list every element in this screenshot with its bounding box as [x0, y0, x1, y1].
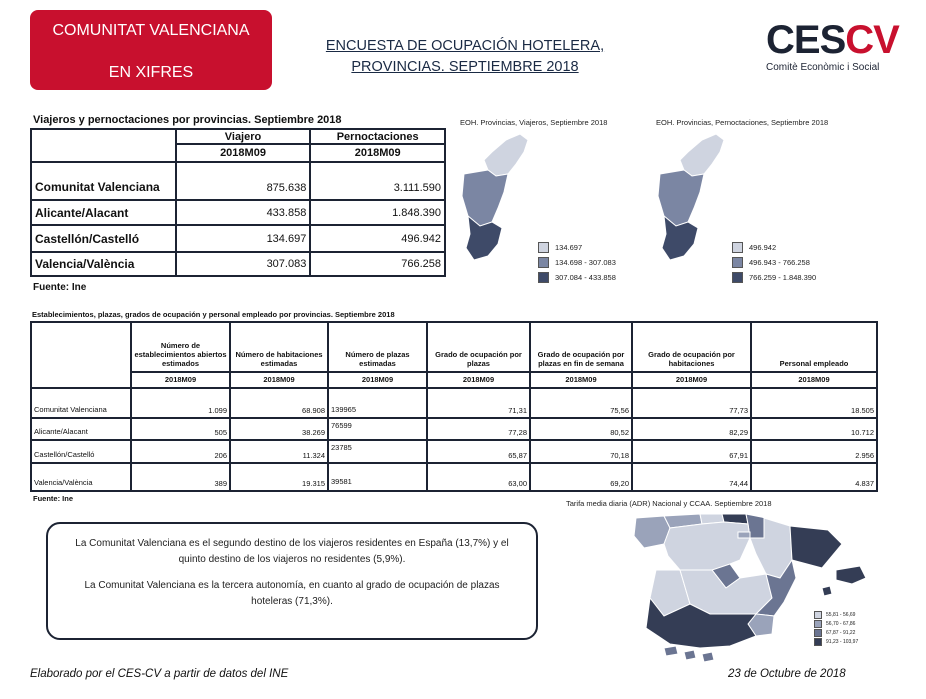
cell-plazas: 76599	[328, 418, 427, 440]
cell-establecimientos: 1.099	[131, 388, 230, 418]
col-header-pernoctaciones: Pernoctaciones	[310, 129, 445, 144]
castilla-leon-region	[664, 522, 750, 572]
cell-plazas: 23785	[328, 440, 427, 463]
table-row	[31, 418, 877, 440]
cataluna-region	[790, 526, 842, 568]
cell-personal: 18.505	[751, 388, 877, 418]
cell-ocupacion-plazas: 77,28	[427, 418, 530, 440]
col-header-viajeros: Viajero	[176, 129, 311, 144]
cell-establecimientos: 206	[131, 440, 230, 463]
map1-title: EOH. Provincias, Viajeros, Septiembre 2018	[460, 118, 608, 127]
period-header: 2018M09	[230, 372, 328, 388]
cell-pernoctaciones: 496.942	[310, 225, 445, 252]
cell-ocupacion-plazas: 65,87	[427, 440, 530, 463]
legend-swatch	[538, 242, 549, 253]
table1-source: Fuente: Ine	[33, 282, 87, 293]
cell-personal: 2.956	[751, 440, 877, 463]
legend-swatch	[538, 257, 549, 268]
cell-ocupacion-habitaciones: 67,91	[632, 440, 751, 463]
establishments-table	[30, 321, 878, 492]
legend-item	[538, 270, 616, 285]
cell-establecimientos: 389	[131, 463, 230, 491]
row-label: Alicante/Alacant	[31, 200, 176, 225]
map2-title: EOH. Provincias, Pernoctaciones, Septiembre 2018	[656, 118, 829, 127]
col-header: Número de habitaciones estimadas	[230, 322, 328, 372]
period-header: 2018M09	[328, 372, 427, 388]
table-row	[31, 463, 877, 491]
document-title	[300, 36, 630, 78]
cell-habitaciones: 11.324	[230, 440, 328, 463]
cell-habitaciones: 38.269	[230, 418, 328, 440]
legend-swatch	[732, 272, 743, 283]
cell-viajeros: 307.083	[176, 252, 311, 276]
table1-title: Viajeros y pernoctaciones por provincias. Septiembre 2018	[33, 114, 342, 126]
cell-ocupacion-finde: 80,52	[530, 418, 632, 440]
badge-line1: COMUNITAT VALENCIANA	[52, 22, 250, 39]
cell-ocupacion-plazas: 63,00	[427, 463, 530, 491]
row-label: Comunitat Valenciana	[31, 162, 176, 200]
row-label: Castellón/Castelló	[31, 440, 131, 463]
baleares-region	[822, 566, 866, 596]
legend-item	[732, 240, 816, 255]
legend-item	[538, 240, 616, 255]
cell-ocupacion-habitaciones: 82,29	[632, 418, 751, 440]
period-header: 2018M09	[131, 372, 230, 388]
table1-corner	[31, 129, 176, 162]
legend-label: 55,81 - 56,69	[826, 611, 856, 618]
map-viajeros	[458, 130, 548, 270]
cell-habitaciones: 19.315	[230, 463, 328, 491]
col-header: Grado de ocupación por habitaciones	[632, 322, 751, 372]
table-row	[31, 388, 877, 418]
period-header: 2018M09	[176, 144, 311, 162]
map2-legend	[732, 240, 816, 285]
logo-accent: CV	[845, 18, 899, 62]
table-row	[31, 200, 445, 225]
title-line2: PROVINCIAS. SEPTIEMBRE 2018	[351, 59, 579, 75]
badge-line2: EN XIFRES	[108, 64, 194, 81]
legend-item	[814, 628, 858, 637]
legend-swatch	[538, 272, 549, 283]
cell-ocupacion-habitaciones: 74,44	[632, 463, 751, 491]
legend-label: 496.943 - 766.258	[749, 258, 810, 267]
table2-source: Fuente: Ine	[33, 494, 74, 503]
castellon-region	[484, 134, 528, 176]
legend-item	[814, 610, 858, 619]
cell-viajeros: 875.638	[176, 162, 311, 200]
legend-label: 134.698 - 307.083	[555, 258, 616, 267]
legend-item	[814, 637, 858, 646]
title-line1: ENCUESTA DE OCUPACIÓN HOTELERA,	[325, 38, 605, 54]
cell-viajeros: 433.858	[176, 200, 311, 225]
highlight-paragraph: La Comunitat Valenciana es la tercera autonomía, en cuanto al grado de ocupación de plazas hoteleras (71,3%).	[84, 580, 500, 607]
period-header: 2018M09	[427, 372, 530, 388]
cell-habitaciones: 68.908	[230, 388, 328, 418]
legend-swatch	[814, 629, 822, 637]
legend-label: 91,23 - 103,97	[826, 638, 859, 645]
region-badge	[30, 10, 272, 90]
table-row	[31, 440, 877, 463]
legend-item	[732, 255, 816, 270]
period-header: 2018M09	[530, 372, 632, 388]
cell-establecimientos: 505	[131, 418, 230, 440]
highlight-paragraph: La Comunitat Valenciana es el segundo destino de los viajeros residentes en España (13,7%) y el quinto destino de los viajeros no residentes (5,9%).	[75, 538, 509, 565]
footer-date: 23 de Octubre de 2018	[728, 668, 846, 680]
table2-title: Establecimientos, plazas, grados de ocupación y personal empleado por provincias. Septiembre 2018	[32, 310, 395, 319]
map-pernoctaciones	[654, 130, 744, 270]
row-label: Comunitat Valenciana	[31, 388, 131, 418]
highlights-box	[46, 522, 538, 640]
cell-ocupacion-finde: 70,18	[530, 440, 632, 463]
rioja-region	[738, 532, 750, 538]
travelers-table	[30, 128, 446, 277]
cell-plazas: 139965	[328, 388, 427, 418]
col-header: Grado de ocupación por plazas en fin de semana	[530, 322, 632, 372]
cell-ocupacion-finde: 69,20	[530, 463, 632, 491]
legend-swatch	[814, 620, 822, 628]
map3-title: Tarifa media diaria (ADR) Nacional y CCAA. Septiembre 2018	[566, 499, 772, 508]
cell-ocupacion-plazas: 71,31	[427, 388, 530, 418]
cell-pernoctaciones: 3.111.590	[310, 162, 445, 200]
legend-swatch	[732, 242, 743, 253]
legend-item	[814, 619, 858, 628]
legend-swatch	[814, 638, 822, 646]
col-header: Número de establecimientos abiertos estimados	[131, 322, 230, 372]
legend-label: 307.084 - 433.858	[555, 273, 616, 282]
table-row	[31, 252, 445, 276]
cescv-logo	[766, 18, 899, 80]
canarias-region	[664, 646, 714, 662]
row-label: Alicante/Alacant	[31, 418, 131, 440]
map3-legend	[814, 610, 858, 646]
col-header: Personal empleado	[751, 322, 877, 372]
legend-label: 134.697	[555, 243, 583, 252]
legend-item	[732, 270, 816, 285]
castellon-region	[680, 134, 724, 176]
table-row	[31, 162, 445, 200]
legend-swatch	[732, 257, 743, 268]
map1-legend	[538, 240, 616, 285]
row-label: Castellón/Castelló	[31, 225, 176, 252]
cell-viajeros: 134.697	[176, 225, 311, 252]
period-header: 2018M09	[310, 144, 445, 162]
legend-item	[538, 255, 616, 270]
cell-ocupacion-finde: 75,56	[530, 388, 632, 418]
table2-corner	[31, 322, 131, 388]
legend-label: 67,87 - 91,22	[826, 629, 856, 636]
footer-credit: Elaborado por el CES-CV a partir de datos del INE	[30, 668, 289, 680]
cell-pernoctaciones: 1.848.390	[310, 200, 445, 225]
cell-personal: 4.837	[751, 463, 877, 491]
col-header: Grado de ocupación por plazas	[427, 322, 530, 372]
cell-ocupacion-habitaciones: 77,73	[632, 388, 751, 418]
cell-plazas: 39581	[328, 463, 427, 491]
legend-label: 56,70 - 67,86	[826, 620, 856, 627]
row-label: Valencia/València	[31, 252, 176, 276]
cell-pernoctaciones: 766.258	[310, 252, 445, 276]
table-row	[31, 225, 445, 252]
legend-label: 496.942	[749, 243, 777, 252]
col-header: Número de plazas estimadas	[328, 322, 427, 372]
row-label: Valencia/València	[31, 463, 131, 491]
period-header: 2018M09	[751, 372, 877, 388]
legend-label: 766.259 - 1.848.390	[749, 273, 817, 282]
logo-main: CES	[766, 18, 846, 62]
cell-personal: 10.712	[751, 418, 877, 440]
legend-swatch	[814, 611, 822, 619]
period-header: 2018M09	[632, 372, 751, 388]
logo-subtitle: Comitè Econòmic i Social	[766, 62, 880, 73]
